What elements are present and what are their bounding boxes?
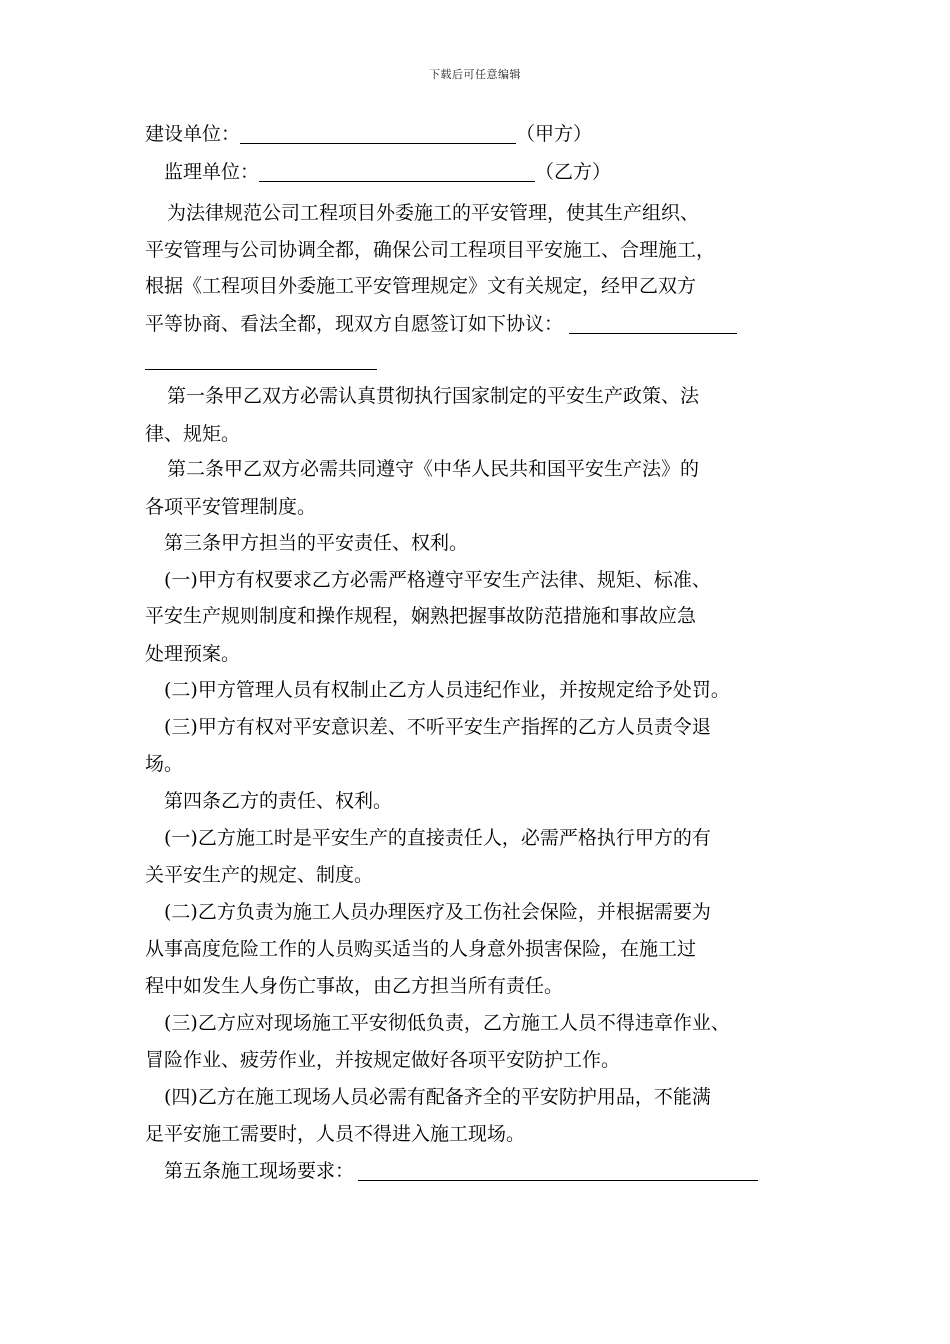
- article-line: 各项平安管理制度。: [145, 496, 317, 518]
- supervision-unit-line: [164, 154, 611, 190]
- clause-line: 平安生产规则制度和操作规程，娴熟把握事故防范措施和事故应急: [145, 605, 697, 627]
- clause-line: (四)乙方在施工现场人员必需有配备齐全的平安防护用品，不能满: [164, 1086, 711, 1108]
- clause-line: 处理预案。: [145, 643, 241, 665]
- paragraph-line: 平安管理与公司协调全都，确保公司工程项目平安施工、合理施工，: [145, 239, 716, 261]
- agreement-intro-line: [145, 306, 737, 342]
- line-suffix: （乙方）: [535, 161, 612, 183]
- article-line: 第四条乙方的责任、权利。: [164, 790, 393, 812]
- article-line: 第三条甲方担当的平安责任、权利。: [164, 532, 469, 554]
- clause-line: (三)甲方有权对平安意识差、不听平安生产指挥的乙方人员责令退: [164, 716, 711, 738]
- paragraph-line: 根据《工程项目外委施工平安管理规定》文有关规定，经甲乙双方: [145, 275, 697, 297]
- article-line: 第二条甲乙双方必需共同遵守《中华人民共和国平安生产法》的: [167, 458, 700, 480]
- agreement-blank-continued[interactable]: [145, 343, 377, 370]
- clause-line: 关平安生产的规定、制度。: [145, 864, 374, 886]
- construction-unit-blank[interactable]: [240, 117, 516, 144]
- clause-line: 从事高度危险工作的人员购买适当的人身意外损害保险，在施工过: [145, 938, 697, 960]
- clause-line: 场。: [145, 753, 184, 775]
- clause-line: (三)乙方应对现场施工平安彻低负责，乙方施工人员不得违章作业、: [164, 1012, 730, 1034]
- clause-line: 程中如发生人身伤亡事故，由乙方担当所有责任。: [145, 975, 564, 997]
- clause-line: (一)甲方有权要求乙方必需严格遵守平安生产法律、规矩、标准、: [164, 569, 711, 591]
- site-requirements-blank[interactable]: [358, 1154, 758, 1181]
- line-text: 监理单位：: [164, 161, 260, 183]
- clause-line: 冒险作业、疲劳作业，并按规定做好各项平安防护工作。: [145, 1049, 621, 1071]
- clause-line: (二)乙方负责为施工人员办理医疗及工伤社会保险，并根据需要为: [164, 901, 711, 923]
- line-suffix: （甲方）: [516, 123, 593, 145]
- page-header-note: 下载后可任意编辑: [429, 68, 521, 81]
- construction-unit-line: [145, 116, 592, 152]
- supervision-unit-blank[interactable]: [259, 155, 535, 182]
- clause-line: (二)甲方管理人员有权制止乙方人员违纪作业，并按规定给予处罚。: [164, 679, 730, 701]
- site-requirements-line: [164, 1153, 758, 1189]
- article-line: 律、规矩。: [145, 423, 241, 445]
- article-line: 第一条甲乙双方必需认真贯彻执行国家制定的平安生产政策、法: [167, 385, 700, 407]
- paragraph-line: 为法律规范公司工程项目外委施工的平安管理，使其生产组织、: [167, 202, 700, 224]
- agreement-blank-continued-line: [145, 342, 377, 378]
- line-text: 第五条施工现场要求：: [164, 1160, 355, 1182]
- agreement-blank[interactable]: [569, 307, 737, 334]
- clause-line: 足平安施工需要时，人员不得进入施工现场。: [145, 1123, 526, 1145]
- line-text: 建设单位：: [145, 123, 241, 145]
- clause-line: (一)乙方施工时是平安生产的直接责任人，必需严格执行甲方的有: [164, 827, 711, 849]
- line-text: 平等协商、看法全都，现双方自愿签订如下协议：: [145, 313, 564, 335]
